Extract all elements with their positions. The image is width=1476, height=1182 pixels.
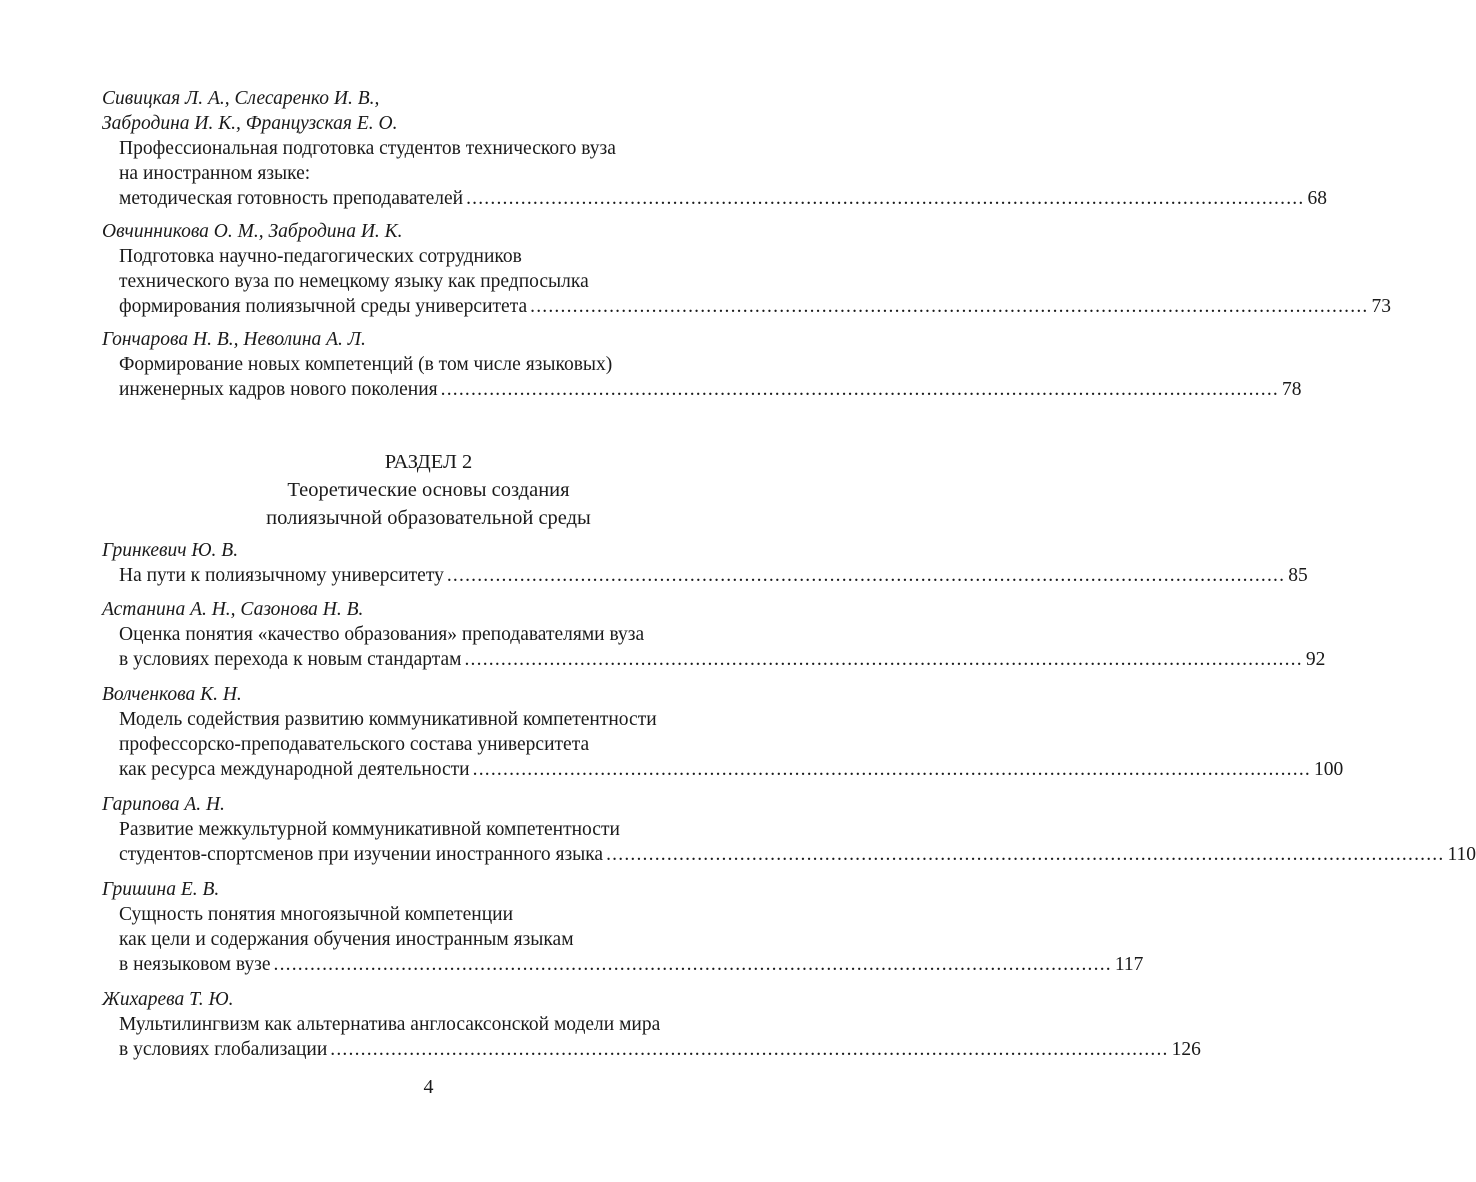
entry-title-line: как цели и содержания обучения иностранным языкам	[119, 929, 574, 950]
entry-title-last-line	[102, 647, 1326, 672]
toc-entry	[102, 987, 1201, 1062]
entry-authors: Овчинникова О. М., Забродина И. К.	[102, 221, 403, 242]
toc-entry	[102, 877, 1144, 977]
entry-title-last-line	[102, 186, 1327, 211]
dot-leader: ..........................................................................................................................................	[606, 844, 1445, 865]
entry-authors: Сивицкая Л. А., Слесаренко И. В.,	[102, 88, 380, 109]
entry-title-text: На пути к полиязычному университету	[119, 565, 444, 586]
entry-title-text: формирования полиязычной среды университета	[119, 296, 528, 317]
dot-leader: ..........................................................................................................................................	[466, 188, 1305, 209]
entry-title-last-line	[102, 1037, 1201, 1062]
entry-authors: Гончарова Н. В., Неволина А. Л.	[102, 329, 366, 350]
entry-title-last-line	[102, 952, 1144, 977]
entry-authors: Волченкова К. Н.	[102, 684, 242, 705]
entry-title-text: в неязыковом вузе	[119, 954, 271, 975]
entry-page-number: 100	[1313, 759, 1344, 780]
entry-title-last-line	[102, 757, 1344, 782]
entry-page-number: 68	[1307, 188, 1327, 209]
toc-entry	[102, 682, 1344, 782]
toc-entry	[102, 327, 1302, 402]
entry-title-text: в условиях перехода к новым стандартам	[119, 649, 462, 670]
toc-entry	[102, 597, 1326, 672]
entry-title-line: Модель содействия развитию коммуникативной компетентности	[119, 709, 657, 730]
entry-title-text: методическая готовность преподавателей	[119, 188, 464, 209]
entry-page-number: 85	[1288, 565, 1308, 586]
entry-title-line: профессорско-преподавательского состава университета	[119, 734, 590, 755]
dot-leader: ..........................................................................................................................................	[330, 1039, 1169, 1060]
entry-authors: Гарипова А. Н.	[102, 794, 225, 815]
entry-authors: Гришина Е. В.	[102, 879, 220, 900]
toc-entry	[102, 219, 1391, 319]
toc-entry	[102, 86, 1327, 211]
section-subtitle: полиязычной образовательной среды	[266, 507, 591, 529]
entry-title-line: технического вуза по немецкому языку как предпосылка	[119, 271, 589, 292]
entry-authors: Гринкевич Ю. В.	[102, 540, 239, 561]
entry-title-last-line	[102, 377, 1302, 402]
dot-leader: ..........................................................................................................................................	[446, 565, 1286, 586]
entry-page-number: 126	[1171, 1039, 1201, 1060]
entry-title-line: Сущность понятия многоязычной компетенции	[119, 904, 513, 925]
dot-leader: ..........................................................................................................................................	[472, 759, 1311, 780]
toc-entry	[102, 792, 1476, 867]
dot-leader: ..........................................................................................................................................	[440, 379, 1279, 400]
section-subtitle: Теоретические основы создания	[287, 479, 570, 501]
dot-leader: ..........................................................................................................................................	[273, 954, 1112, 975]
entry-title-line: Подготовка научно-педагогических сотрудников	[119, 246, 522, 267]
entry-title-line: Развитие межкультурной коммуникативной компетентности	[119, 819, 620, 840]
entry-title-line: Формирование новых компетенций (в том числе языковых)	[119, 354, 613, 375]
entry-title-line: Оценка понятия «качество образования» преподавателями вуза	[119, 624, 645, 645]
entry-authors: Забродина И. К., Французская Е. О.	[102, 113, 398, 134]
dot-leader: ..........................................................................................................................................	[530, 296, 1369, 317]
entry-page-number: 117	[1114, 954, 1144, 975]
entry-title-last-line	[102, 294, 1391, 319]
entry-title-line: Профессиональная подготовка студентов технического вуза	[119, 138, 616, 159]
entry-title-text: инженерных кадров нового поколения	[119, 379, 438, 400]
entry-title-text: в условиях глобализации	[119, 1039, 328, 1060]
entry-page-number: 73	[1371, 296, 1391, 317]
page-number: 4	[423, 1076, 434, 1098]
entry-title-line: на иностранном языке:	[119, 163, 311, 184]
entry-authors: Астанина А. Н., Сазонова Н. В.	[102, 599, 364, 620]
toc-entry	[102, 538, 1308, 588]
entry-title-last-line	[102, 563, 1308, 588]
dot-leader: ..........................................................................................................................................	[464, 649, 1303, 670]
entry-title-last-line	[102, 842, 1476, 867]
section-heading: РАЗДЕЛ 2	[384, 451, 473, 473]
entry-title-text: студентов-спортсменов при изучении иностранного языка	[119, 844, 604, 865]
entry-title-text: как ресурса международной деятельности	[119, 759, 470, 780]
entry-title-line: Мультилингвизм как альтернатива англосаксонской модели мира	[119, 1014, 661, 1035]
entry-page-number: 78	[1281, 379, 1302, 400]
entry-page-number: 110	[1447, 844, 1476, 865]
entry-page-number: 92	[1305, 649, 1326, 670]
entry-authors: Жихарева Т. Ю.	[102, 989, 234, 1010]
